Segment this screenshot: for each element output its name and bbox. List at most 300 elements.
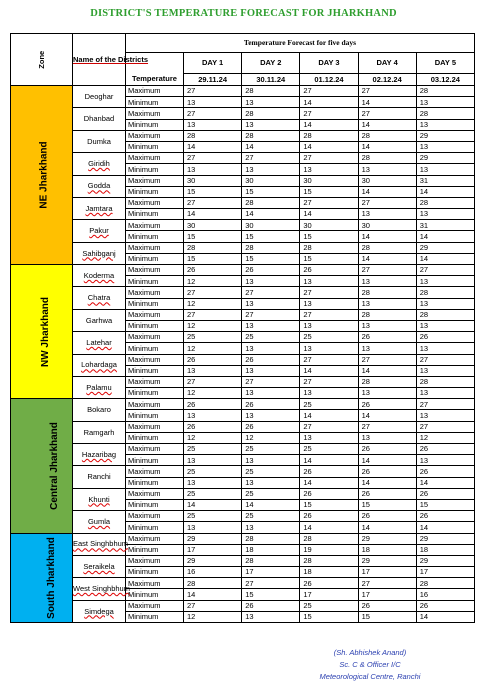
min-temp-cell: 13 bbox=[416, 209, 474, 220]
max-temp-cell: 27 bbox=[242, 153, 300, 164]
min-temp-cell: 14 bbox=[300, 410, 358, 421]
table-row bbox=[11, 287, 475, 298]
max-temp-cell: 29 bbox=[416, 242, 474, 253]
min-temp-cell: 14 bbox=[300, 477, 358, 488]
max-temp-cell: 26 bbox=[184, 421, 242, 432]
max-temp-cell: 27 bbox=[300, 108, 358, 119]
minimum-label: Minimum bbox=[126, 141, 184, 152]
minimum-label: Minimum bbox=[126, 589, 184, 600]
maximum-label: Maximum bbox=[126, 578, 184, 589]
max-temp-cell: 27 bbox=[300, 309, 358, 320]
min-temp-cell: 13 bbox=[242, 320, 300, 331]
min-temp-cell: 17 bbox=[184, 544, 242, 555]
min-temp-cell: 14 bbox=[416, 477, 474, 488]
zone-label: NW Jharkhand bbox=[11, 265, 73, 399]
table-row bbox=[11, 265, 475, 276]
min-temp-cell: 15 bbox=[242, 231, 300, 242]
max-temp-cell: 26 bbox=[242, 421, 300, 432]
max-temp-cell: 28 bbox=[416, 86, 474, 97]
min-temp-cell: 13 bbox=[184, 97, 242, 108]
max-temp-cell: 25 bbox=[242, 444, 300, 455]
min-temp-cell: 13 bbox=[242, 477, 300, 488]
min-temp-cell: 12 bbox=[184, 388, 242, 399]
district-name: East Singhbhum bbox=[73, 533, 126, 555]
table-row bbox=[11, 421, 475, 432]
max-temp-cell: 25 bbox=[184, 511, 242, 522]
min-temp-cell: 14 bbox=[242, 141, 300, 152]
max-temp-cell: 27 bbox=[358, 86, 416, 97]
min-temp-cell: 17 bbox=[358, 589, 416, 600]
max-temp-cell: 27 bbox=[300, 421, 358, 432]
max-temp-cell: 28 bbox=[242, 108, 300, 119]
max-temp-cell: 25 bbox=[184, 488, 242, 499]
max-temp-cell: 25 bbox=[242, 332, 300, 343]
min-temp-cell: 13 bbox=[184, 164, 242, 175]
max-temp-cell: 30 bbox=[242, 220, 300, 231]
forecast-body bbox=[11, 86, 475, 623]
min-temp-cell: 15 bbox=[300, 231, 358, 242]
table-row bbox=[11, 376, 475, 387]
max-temp-cell: 29 bbox=[416, 555, 474, 566]
day-header: DAY 3 bbox=[300, 53, 358, 74]
min-temp-cell: 18 bbox=[242, 544, 300, 555]
min-temp-cell: 14 bbox=[242, 209, 300, 220]
min-temp-cell: 13 bbox=[242, 455, 300, 466]
table-row bbox=[11, 108, 475, 119]
minimum-label: Minimum bbox=[126, 410, 184, 421]
max-temp-cell: 27 bbox=[242, 578, 300, 589]
maximum-label: Maximum bbox=[126, 488, 184, 499]
signatory-designation: Sc. C & Officer I/C bbox=[339, 660, 401, 669]
min-temp-cell: 17 bbox=[358, 567, 416, 578]
date-header: 03.12.24 bbox=[416, 74, 474, 86]
min-temp-cell: 17 bbox=[300, 589, 358, 600]
max-temp-cell: 25 bbox=[300, 332, 358, 343]
min-temp-cell: 13 bbox=[242, 522, 300, 533]
maximum-label: Maximum bbox=[126, 399, 184, 410]
max-temp-cell: 29 bbox=[416, 153, 474, 164]
district-name: Ramgarh bbox=[73, 421, 126, 443]
table-row bbox=[11, 153, 475, 164]
max-temp-cell: 29 bbox=[416, 533, 474, 544]
zone-label: Central Jharkhand bbox=[11, 399, 73, 533]
maximum-label: Maximum bbox=[126, 287, 184, 298]
district-header: Name of the Districts bbox=[73, 34, 126, 86]
minimum-label: Minimum bbox=[126, 499, 184, 510]
max-temp-cell: 29 bbox=[184, 533, 242, 544]
district-name: Garhwa bbox=[73, 309, 126, 331]
min-temp-cell: 14 bbox=[358, 119, 416, 130]
max-temp-cell: 27 bbox=[242, 376, 300, 387]
min-temp-cell: 13 bbox=[300, 320, 358, 331]
max-temp-cell: 28 bbox=[242, 197, 300, 208]
max-temp-cell: 26 bbox=[358, 399, 416, 410]
district-name: Simdega bbox=[73, 600, 126, 622]
max-temp-cell: 28 bbox=[358, 287, 416, 298]
max-temp-cell: 25 bbox=[184, 466, 242, 477]
district-name: Bokaro bbox=[73, 399, 126, 421]
max-temp-cell: 27 bbox=[416, 421, 474, 432]
zone-label: NE Jharkhand bbox=[11, 86, 73, 265]
maximum-label: Maximum bbox=[126, 153, 184, 164]
min-temp-cell: 14 bbox=[358, 186, 416, 197]
min-temp-cell: 14 bbox=[416, 611, 474, 622]
min-temp-cell: 13 bbox=[416, 298, 474, 309]
max-temp-cell: 27 bbox=[416, 265, 474, 276]
max-temp-cell: 27 bbox=[300, 86, 358, 97]
min-temp-cell: 12 bbox=[184, 611, 242, 622]
min-temp-cell: 13 bbox=[242, 611, 300, 622]
min-temp-cell: 14 bbox=[358, 231, 416, 242]
min-temp-cell: 13 bbox=[242, 298, 300, 309]
min-temp-cell: 14 bbox=[184, 209, 242, 220]
max-temp-cell: 26 bbox=[416, 511, 474, 522]
min-temp-cell: 14 bbox=[416, 522, 474, 533]
max-temp-cell: 27 bbox=[184, 86, 242, 97]
table-row bbox=[11, 600, 475, 611]
max-temp-cell: 28 bbox=[300, 533, 358, 544]
max-temp-cell: 27 bbox=[300, 376, 358, 387]
max-temp-cell: 27 bbox=[242, 309, 300, 320]
min-temp-cell: 13 bbox=[184, 410, 242, 421]
max-temp-cell: 26 bbox=[416, 488, 474, 499]
max-temp-cell: 29 bbox=[184, 555, 242, 566]
min-temp-cell: 13 bbox=[358, 276, 416, 287]
minimum-label: Minimum bbox=[126, 544, 184, 555]
min-temp-cell: 18 bbox=[300, 567, 358, 578]
max-temp-cell: 28 bbox=[416, 376, 474, 387]
max-temp-cell: 26 bbox=[358, 511, 416, 522]
min-temp-cell: 18 bbox=[358, 544, 416, 555]
min-temp-cell: 13 bbox=[358, 209, 416, 220]
min-temp-cell: 13 bbox=[184, 365, 242, 376]
min-temp-cell: 14 bbox=[358, 253, 416, 264]
min-temp-cell: 13 bbox=[242, 365, 300, 376]
min-temp-cell: 14 bbox=[184, 589, 242, 600]
max-temp-cell: 25 bbox=[242, 466, 300, 477]
min-temp-cell: 14 bbox=[358, 410, 416, 421]
min-temp-cell: 12 bbox=[184, 298, 242, 309]
max-temp-cell: 25 bbox=[184, 332, 242, 343]
min-temp-cell: 14 bbox=[300, 119, 358, 130]
min-temp-cell: 14 bbox=[300, 365, 358, 376]
max-temp-cell: 28 bbox=[416, 108, 474, 119]
min-temp-cell: 15 bbox=[300, 499, 358, 510]
max-temp-cell: 31 bbox=[416, 220, 474, 231]
max-temp-cell: 27 bbox=[184, 287, 242, 298]
max-temp-cell: 28 bbox=[300, 130, 358, 141]
min-temp-cell: 15 bbox=[358, 499, 416, 510]
minimum-label: Minimum bbox=[126, 119, 184, 130]
maximum-label: Maximum bbox=[126, 108, 184, 119]
max-temp-cell: 28 bbox=[242, 242, 300, 253]
max-temp-cell: 28 bbox=[358, 153, 416, 164]
max-temp-cell: 26 bbox=[242, 265, 300, 276]
date-header: 01.12.24 bbox=[300, 74, 358, 86]
table-row bbox=[11, 86, 475, 97]
max-temp-cell: 30 bbox=[358, 175, 416, 186]
min-temp-cell: 13 bbox=[300, 298, 358, 309]
table-row bbox=[11, 399, 475, 410]
max-temp-cell: 29 bbox=[416, 130, 474, 141]
max-temp-cell: 26 bbox=[300, 488, 358, 499]
max-temp-cell: 27 bbox=[184, 600, 242, 611]
min-temp-cell: 15 bbox=[184, 231, 242, 242]
district-name: Khunti bbox=[73, 488, 126, 510]
maximum-label: Maximum bbox=[126, 600, 184, 611]
max-temp-cell: 27 bbox=[300, 354, 358, 365]
document-title: DISTRICT'S TEMPERATURE FORECAST FOR JHARKHAND bbox=[90, 8, 397, 19]
district-name: Dumka bbox=[73, 130, 126, 152]
min-temp-cell: 14 bbox=[358, 455, 416, 466]
min-temp-cell: 15 bbox=[300, 253, 358, 264]
min-temp-cell: 13 bbox=[300, 432, 358, 443]
max-temp-cell: 27 bbox=[300, 287, 358, 298]
min-temp-cell: 13 bbox=[242, 276, 300, 287]
zone-header: Zone bbox=[11, 34, 73, 86]
min-temp-cell: 13 bbox=[358, 298, 416, 309]
max-temp-cell: 29 bbox=[358, 533, 416, 544]
max-temp-cell: 28 bbox=[242, 86, 300, 97]
district-name: Chatra bbox=[73, 287, 126, 309]
min-temp-cell: 13 bbox=[416, 119, 474, 130]
min-temp-cell: 13 bbox=[416, 410, 474, 421]
minimum-label: Minimum bbox=[126, 343, 184, 354]
minimum-label: Minimum bbox=[126, 365, 184, 376]
min-temp-cell: 14 bbox=[300, 522, 358, 533]
max-temp-cell: 28 bbox=[416, 309, 474, 320]
district-name: Koderma bbox=[73, 265, 126, 287]
min-temp-cell: 13 bbox=[416, 141, 474, 152]
min-temp-cell: 14 bbox=[300, 455, 358, 466]
maximum-label: Maximum bbox=[126, 309, 184, 320]
min-temp-cell: 13 bbox=[416, 164, 474, 175]
max-temp-cell: 27 bbox=[184, 153, 242, 164]
min-temp-cell: 13 bbox=[416, 365, 474, 376]
maximum-label: Maximum bbox=[126, 421, 184, 432]
table-row bbox=[11, 354, 475, 365]
signatory-name: (Sh. Abhishek Anand) bbox=[333, 648, 407, 657]
max-temp-cell: 28 bbox=[184, 130, 242, 141]
table-row bbox=[11, 220, 475, 231]
forecast-table bbox=[10, 33, 475, 623]
maximum-label: Maximum bbox=[126, 242, 184, 253]
min-temp-cell: 13 bbox=[300, 164, 358, 175]
min-temp-cell: 16 bbox=[184, 567, 242, 578]
min-temp-cell: 12 bbox=[184, 320, 242, 331]
min-temp-cell: 15 bbox=[184, 186, 242, 197]
max-temp-cell: 27 bbox=[184, 197, 242, 208]
min-temp-cell: 12 bbox=[416, 432, 474, 443]
signatory-office: Meteorological Centre, Ranchi bbox=[319, 672, 421, 681]
max-temp-cell: 27 bbox=[358, 354, 416, 365]
max-temp-cell: 26 bbox=[358, 332, 416, 343]
min-temp-cell: 15 bbox=[242, 253, 300, 264]
max-temp-cell: 26 bbox=[358, 444, 416, 455]
zone-label: South Jharkhand bbox=[11, 533, 73, 623]
max-temp-cell: 28 bbox=[242, 555, 300, 566]
max-temp-cell: 25 bbox=[242, 488, 300, 499]
minimum-label: Minimum bbox=[126, 209, 184, 220]
maximum-label: Maximum bbox=[126, 376, 184, 387]
min-temp-cell: 16 bbox=[416, 589, 474, 600]
max-temp-cell: 27 bbox=[358, 265, 416, 276]
min-temp-cell: 13 bbox=[184, 119, 242, 130]
table-row bbox=[11, 466, 475, 477]
max-temp-cell: 28 bbox=[416, 197, 474, 208]
minimum-label: Minimum bbox=[126, 164, 184, 175]
table-row bbox=[11, 242, 475, 253]
min-temp-cell: 19 bbox=[300, 544, 358, 555]
max-temp-cell: 30 bbox=[300, 220, 358, 231]
max-temp-cell: 30 bbox=[300, 175, 358, 186]
min-temp-cell: 14 bbox=[416, 253, 474, 264]
min-temp-cell: 13 bbox=[242, 119, 300, 130]
max-temp-cell: 30 bbox=[184, 175, 242, 186]
day-header: DAY 5 bbox=[416, 53, 474, 74]
max-temp-cell: 25 bbox=[300, 600, 358, 611]
min-temp-cell: 15 bbox=[184, 253, 242, 264]
min-temp-cell: 12 bbox=[184, 276, 242, 287]
max-temp-cell: 27 bbox=[300, 153, 358, 164]
district-name: Sahibganj bbox=[73, 242, 126, 264]
district-name: Latehar bbox=[73, 332, 126, 354]
minimum-label: Minimum bbox=[126, 477, 184, 488]
max-temp-cell: 28 bbox=[184, 578, 242, 589]
table-row bbox=[11, 533, 475, 544]
min-temp-cell: 14 bbox=[358, 522, 416, 533]
min-temp-cell: 13 bbox=[416, 343, 474, 354]
min-temp-cell: 17 bbox=[242, 567, 300, 578]
max-temp-cell: 28 bbox=[416, 578, 474, 589]
table-row bbox=[11, 511, 475, 522]
max-temp-cell: 26 bbox=[184, 399, 242, 410]
maximum-label: Maximum bbox=[126, 220, 184, 231]
table-row bbox=[11, 309, 475, 320]
min-temp-cell: 13 bbox=[300, 388, 358, 399]
day-header: DAY 2 bbox=[242, 53, 300, 74]
maximum-label: Maximum bbox=[126, 332, 184, 343]
max-temp-cell: 27 bbox=[358, 197, 416, 208]
min-temp-cell: 13 bbox=[242, 97, 300, 108]
min-temp-cell: 13 bbox=[358, 388, 416, 399]
max-temp-cell: 30 bbox=[242, 175, 300, 186]
minimum-label: Minimum bbox=[126, 97, 184, 108]
min-temp-cell: 13 bbox=[242, 410, 300, 421]
min-temp-cell: 13 bbox=[242, 343, 300, 354]
maximum-label: Maximum bbox=[126, 533, 184, 544]
max-temp-cell: 28 bbox=[358, 242, 416, 253]
district-name: Lohardaga bbox=[73, 354, 126, 376]
district-name: Godda bbox=[73, 175, 126, 197]
min-temp-cell: 13 bbox=[184, 522, 242, 533]
min-temp-cell: 13 bbox=[242, 164, 300, 175]
table-row bbox=[11, 578, 475, 589]
min-temp-cell: 14 bbox=[358, 477, 416, 488]
min-temp-cell: 15 bbox=[242, 186, 300, 197]
minimum-label: Minimum bbox=[126, 276, 184, 287]
max-temp-cell: 26 bbox=[416, 600, 474, 611]
forecast-header: Temperature Forecast for five days bbox=[126, 34, 475, 53]
date-header: 02.12.24 bbox=[358, 74, 416, 86]
min-temp-cell: 14 bbox=[358, 141, 416, 152]
district-name: Hazaribag bbox=[73, 444, 126, 466]
min-temp-cell: 15 bbox=[358, 611, 416, 622]
min-temp-cell: 13 bbox=[416, 320, 474, 331]
min-temp-cell: 13 bbox=[416, 276, 474, 287]
minimum-label: Minimum bbox=[126, 388, 184, 399]
max-temp-cell: 27 bbox=[358, 578, 416, 589]
max-temp-cell: 27 bbox=[416, 399, 474, 410]
district-name: Palamu bbox=[73, 376, 126, 398]
min-temp-cell: 14 bbox=[300, 97, 358, 108]
max-temp-cell: 26 bbox=[184, 265, 242, 276]
minimum-label: Minimum bbox=[126, 231, 184, 242]
minimum-label: Minimum bbox=[126, 522, 184, 533]
max-temp-cell: 29 bbox=[358, 555, 416, 566]
max-temp-cell: 26 bbox=[416, 466, 474, 477]
min-temp-cell: 13 bbox=[184, 477, 242, 488]
day-header: DAY 4 bbox=[358, 53, 416, 74]
max-temp-cell: 25 bbox=[242, 511, 300, 522]
table-row bbox=[11, 488, 475, 499]
max-temp-cell: 28 bbox=[300, 242, 358, 253]
table-row bbox=[11, 197, 475, 208]
max-temp-cell: 26 bbox=[416, 444, 474, 455]
day-header: DAY 1 bbox=[184, 53, 242, 74]
minimum-label: Minimum bbox=[126, 611, 184, 622]
max-temp-cell: 26 bbox=[242, 600, 300, 611]
maximum-label: Maximum bbox=[126, 444, 184, 455]
max-temp-cell: 27 bbox=[358, 108, 416, 119]
table-row bbox=[11, 130, 475, 141]
maximum-label: Maximum bbox=[126, 265, 184, 276]
max-temp-cell: 25 bbox=[300, 444, 358, 455]
min-temp-cell: 15 bbox=[300, 186, 358, 197]
max-temp-cell: 28 bbox=[242, 130, 300, 141]
min-temp-cell: 14 bbox=[242, 499, 300, 510]
date-header: 30.11.24 bbox=[242, 74, 300, 86]
max-temp-cell: 27 bbox=[242, 287, 300, 298]
maximum-label: Maximum bbox=[126, 466, 184, 477]
min-temp-cell: 13 bbox=[184, 455, 242, 466]
min-temp-cell: 13 bbox=[416, 97, 474, 108]
min-temp-cell: 12 bbox=[184, 432, 242, 443]
max-temp-cell: 26 bbox=[300, 466, 358, 477]
min-temp-cell: 18 bbox=[416, 544, 474, 555]
table-row bbox=[11, 175, 475, 186]
max-temp-cell: 28 bbox=[358, 309, 416, 320]
max-temp-cell: 27 bbox=[184, 309, 242, 320]
min-temp-cell: 15 bbox=[242, 589, 300, 600]
minimum-label: Minimum bbox=[126, 186, 184, 197]
max-temp-cell: 30 bbox=[358, 220, 416, 231]
district-name: Dhanbad bbox=[73, 108, 126, 130]
max-temp-cell: 28 bbox=[300, 555, 358, 566]
max-temp-cell: 27 bbox=[184, 376, 242, 387]
min-temp-cell: 15 bbox=[300, 611, 358, 622]
min-temp-cell: 13 bbox=[358, 432, 416, 443]
max-temp-cell: 25 bbox=[184, 444, 242, 455]
max-temp-cell: 30 bbox=[184, 220, 242, 231]
district-name: Ranchi bbox=[73, 466, 126, 488]
maximum-label: Maximum bbox=[126, 130, 184, 141]
maximum-label: Maximum bbox=[126, 175, 184, 186]
min-temp-cell: 13 bbox=[416, 455, 474, 466]
temperature-header: Temperature bbox=[126, 53, 184, 86]
min-temp-cell: 13 bbox=[300, 343, 358, 354]
min-temp-cell: 12 bbox=[184, 343, 242, 354]
